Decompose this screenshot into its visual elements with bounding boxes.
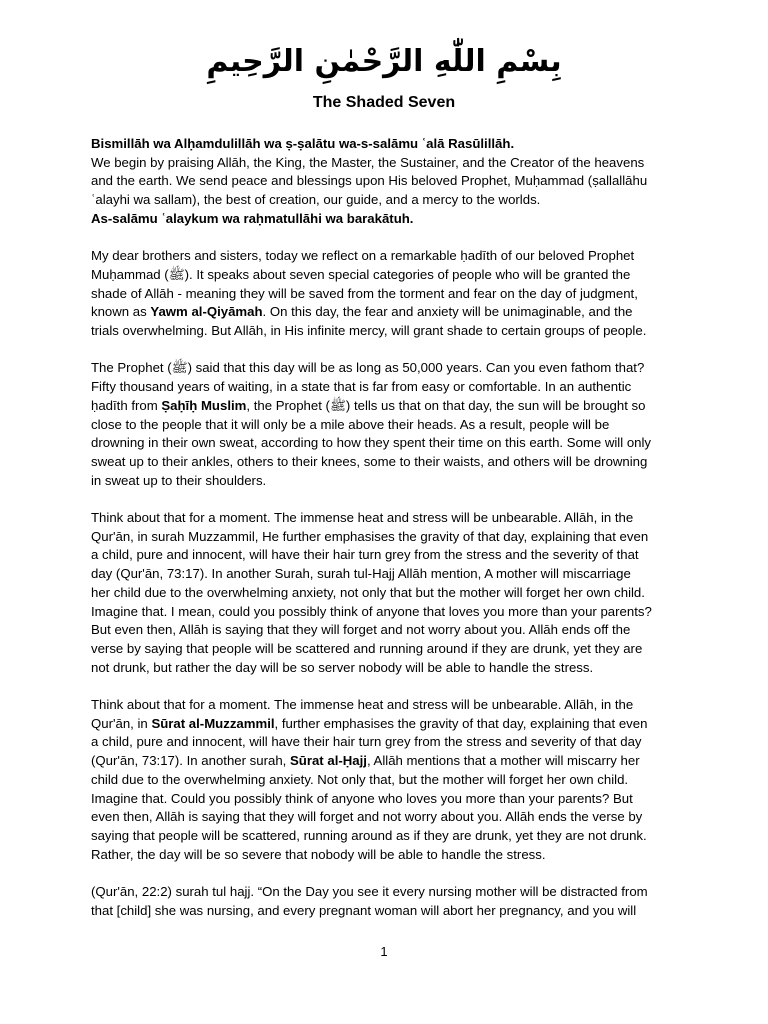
document-body (91, 135, 681, 939)
opening-line: Bismillāh wa Alḥamdulillāh wa ṣ-ṣalātu wa-s-salāmu ʿalā Rasūlillāh. (91, 136, 515, 151)
text-line: shade of Allāh - meaning they will be saved from the torment and fear on the day of judgment, (91, 285, 638, 301)
paragraph-3 (91, 509, 681, 677)
paragraph-2 (91, 359, 681, 490)
text-segment: , Allāh mentions that a mother will miscarry her (366, 753, 640, 769)
text-line: not drunk, but rather the day will be so server nobody will be able to handle the stress. (91, 659, 594, 675)
bold-term: Sūrat al-Ḥajj (289, 753, 367, 769)
text-line: Imagine that. Could you possibly think of anyone who loves you more than your parents? But (91, 790, 633, 806)
text-segment: . On this day, the fear and anxiety will be unimaginable, and the (262, 304, 633, 320)
text-line: even then, Allāh is saying that they will forget and not worry about you. Allāh ends the verse by (91, 809, 643, 825)
text-segment: , the Prophet (ﷺ) tells us that on that day, the sun will be brought so (246, 397, 646, 413)
page-title: The Shaded Seven (312, 94, 456, 111)
text-line: Imagine that. I mean, could you possibly think of anyone that loves you more than your parents? (91, 603, 652, 619)
text-segment: known as (91, 304, 151, 320)
text-line: But even then, Allāh is saying that they will forget and not worry about you. Allāh ends off the (91, 622, 631, 638)
text-segment: Qur'ān, in (91, 715, 152, 731)
paragraph-1 (91, 247, 681, 341)
text-segment: (Qur'ān, 73:17). In another surah, (91, 753, 290, 769)
text-line: in sweat up to their shoulders. (91, 472, 267, 488)
text-line (91, 715, 681, 734)
text-line: drowning in their own sweat, according to how they spent their time on this earth. Some will only (91, 435, 652, 451)
text-line: a child, pure and innocent, will have their hair turn grey from the stress and severity of that day (91, 734, 642, 750)
text-line: trials overwhelming. But Allāh, in His infinite mercy, will grant shade to certain groups of people. (91, 323, 647, 339)
bold-term: Ṣaḥīḥ Muslim (161, 397, 247, 413)
text-line: ʿalayhi wa sallam), the best of creation, our guide, and a mercy to the worlds. (91, 192, 541, 208)
text-line: child due to the overwhelming anxiety. Not only that, but the mother will forget her own child. (91, 771, 629, 787)
text-line: We begin by praising Allāh, the King, the Master, the Sustainer, and the Creator of the heavens (91, 154, 645, 170)
text-line: My dear brothers and sisters, today we reflect on a remarkable ḥadīth of our beloved Prophet (91, 248, 635, 264)
text-segment: , further emphasises the gravity of that day, explaining that even (274, 715, 648, 731)
text-line: The Prophet (ﷺ) said that this day will be as long as 50,000 years. Can you even fathom that? (91, 360, 645, 376)
text-line: saying that people will be scattered, running around as if they are drunk, yet they are not drunk. (91, 827, 647, 843)
paragraph-4 (91, 696, 681, 864)
text-line: verse by saying that people will be scattered and running around if they are drunk, yet they are (91, 640, 643, 656)
bismillah-heading: بِسْمِ اللّٰهِ الرَّحْمٰنِ الرَّحِيمِ (206, 44, 562, 79)
text-line: (Qur'ān, 22:2) surah tul hajj. “On the Day you see it every nursing mother will be distracted from (91, 884, 648, 900)
text-line (91, 303, 681, 322)
paragraph-5 (91, 883, 681, 920)
text-line: and the earth. We send peace and blessings upon His beloved Prophet, Muḥammad (ṣallallāhu (91, 173, 648, 189)
page-number: 1 (380, 944, 388, 959)
text-line: a child, pure and innocent, will have their hair turn grey from the stress and the severity of that (91, 547, 639, 563)
text-line: sweat up to their ankles, others to their knees, some to their waists, and others will be drowning (91, 453, 648, 469)
text-line: close to the people that it will only be a mile above their heads. As a result, people will be (91, 416, 610, 432)
text-line: that [child] she was nursing, and every pregnant woman will abort her pregnancy, and you will (91, 902, 637, 918)
text-line: her child due to the overwhelming anxiety, not only that but the mother will forget her own child. (91, 584, 645, 600)
text-line: Fifty thousand years of waiting, in a state that is far from easy or comfortable. In an authentic (91, 379, 632, 395)
text-line: Think about that for a moment. The immense heat and stress will be unbearable. Allāh, in the (91, 510, 634, 526)
bold-term: Yawm al-Qiyāmah (150, 304, 263, 320)
intro-paragraph (91, 135, 681, 229)
text-line: Muḥammad (ﷺ). It speaks about seven special categories of people who will be granted the (91, 266, 631, 282)
text-line: Rather, the day will be so severe that nobody will be able to handle the stress. (91, 846, 546, 862)
salam-line: As-salāmu ʿalaykum wa raḥmatullāhi wa barakātuh. (91, 210, 414, 226)
text-segment: ḥadīth from (91, 397, 162, 413)
text-line: Qur'ān, in surah Muzzammil, He further emphasises the gravity of that day, explaining that even (91, 528, 649, 544)
text-line: Think about that for a moment. The immense heat and stress will be unbearable. Allāh, in the (91, 697, 634, 713)
text-line (91, 397, 681, 416)
text-line: day (Qur'ān, 73:17). In another Surah, surah tul-Hajj Allāh mention, A mother will miscarriage (91, 566, 631, 582)
text-line (91, 752, 681, 771)
bold-term: Sūrat al-Muzzammil (151, 715, 275, 731)
